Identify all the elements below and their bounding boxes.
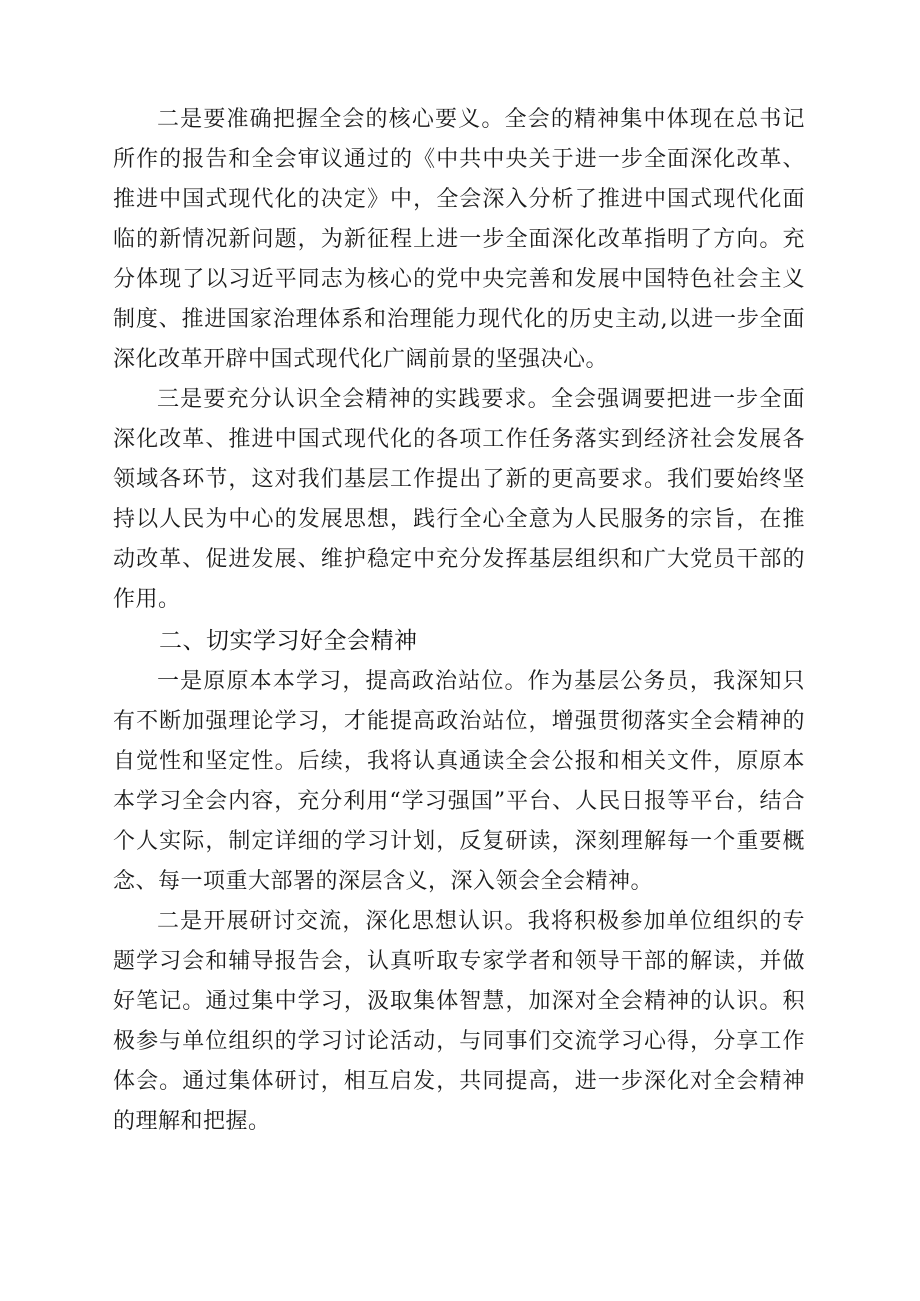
- document-body: [113, 100, 805, 1142]
- paragraph-study-original: 一是原原本本学习，提高政治站位。作为基层公务员，我深知只有不断加强理论学习，才能提高政治站位，增强贯彻落实全会精神的自觉性和坚定性。后续，我将认真通读全会公报和相关文件，原原本本学习全会内容，充分利用“学习强国”平台、人民日报等平台，结合个人实际，制定详细的学习计划，反复研读，深刻理解每一个重要概念、每一项重大部署的深层含义，深入领会全会精神。: [113, 669, 805, 894]
- paragraph-discussion-exchange: 二是开展研讨交流，深化思想认识。我将积极参加单位组织的专题学习会和辅导报告会，认真听取专家学者和领导干部的解读，并做好笔记。通过集中学习，汲取集体智慧，加深对全会精神的认识。积极参与单位组织的学习讨论活动，与同事们交流学习心得，分享工作体会。通过集体研讨，相互启发，共同提高，进一步深化对全会精神的理解和把握。: [113, 909, 805, 1134]
- paragraph-practice-requirements: 三是要充分认识全会精神的实践要求。全会强调要把进一步全面深化改革、推进中国式现代化的各项工作任务落实到经济社会发展各领域各环节，这对我们基层工作提出了新的更高要求。我们要始终坚持以人民为中心的发展思想，践行全心全意为人民服务的宗旨，在推动改革、促进发展、维护稳定中充分发挥基层组织和广大党员干部的作用。: [113, 387, 805, 612]
- section-heading: 二、切实学习好全会精神: [159, 628, 418, 654]
- paragraph-core-meaning: 二是要准确把握全会的核心要义。全会的精神集中体现在总书记所作的报告和全会审议通过的《中共中央关于进一步全面深化改革、推进中国式现代化的决定》中，全会深入分析了推进中国式现代化面临的新情况新问题，为新征程上进一步全面深化改革指明了方向。充分体现了以习近平同志为核心的党中央完善和发展中国特色社会主义制度、推进国家治理体系和治理能力现代化的历史主动,以进一步全面深化改革开辟中国式现代化广阔前景的坚强决心。: [113, 107, 805, 372]
